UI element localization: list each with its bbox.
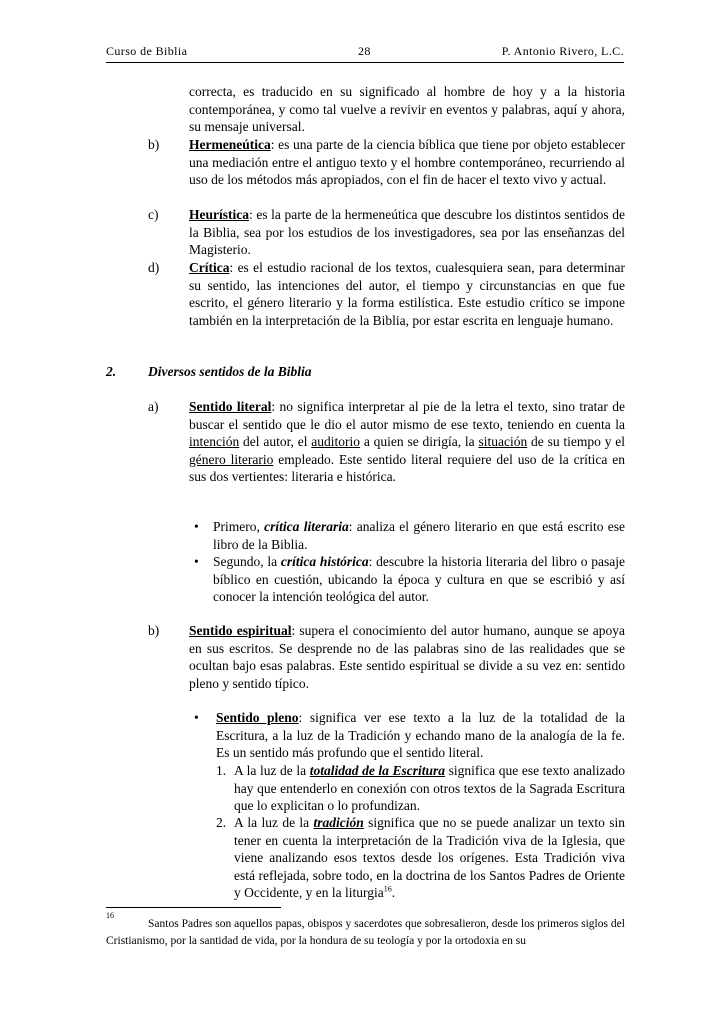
number-1: 1. <box>216 763 227 778</box>
number-2: 2. <box>216 815 227 830</box>
page-number: 28 <box>358 44 371 58</box>
bullet-icon: • <box>194 554 199 569</box>
item-critica: Crítica: es el estudio racional de los textos, cualesquiera sean, para determinar su sentido, las intenciones del autor, el tiempo y circunstancias en que fue escrito, el género literario y la forma estilística. Este estudio crítico se impone también en la interpretación de la Biblia, por estar escrita en lenguaje humano. <box>189 260 625 328</box>
section-number: 2. <box>106 364 117 379</box>
course-title: Curso de Biblia <box>106 44 188 58</box>
bullet-critica-literaria: Primero, crítica literaria: analiza el género literario en que está escrito ese libro de la Biblia. <box>213 519 625 552</box>
bullet-icon: • <box>194 710 199 725</box>
footnote-ref[interactable]: 16 <box>383 884 392 894</box>
author-name: P. Antonio Rivero, L.C. <box>501 44 624 58</box>
page-header <box>106 44 624 63</box>
item-hermeneutica: Hermeneútica: es una parte de la ciencia bíblica que tiene por objeto establecer una mediación entre el antiguo texto y el hombre contemporáneo, recurriendo al uso de los métodos más apropiados, con el fin de hacer el texto vivo y actual. <box>189 137 625 187</box>
item-label-b: b) <box>148 137 160 152</box>
keyword-auditorio: auditorio <box>311 434 361 449</box>
term-sentido-pleno: Sentido pleno <box>216 710 299 725</box>
item-label-a: a) <box>148 399 159 414</box>
footnote-divider <box>106 907 281 908</box>
term-sentido-literal: Sentido literal <box>189 399 272 414</box>
item-label-b2: b) <box>148 623 160 638</box>
item-label-c: c) <box>148 207 159 222</box>
numbered-item-1: A la luz de la totalidad de la Escritura significa que ese texto analizado hay que entenderlo en conexión con otros textos de la Sagrada Escritura que lo explicitan o lo profundizan. <box>234 763 625 813</box>
item-heuristica: Heurística: es la parte de la hermeneútica que descubre los distintos sentidos de la Biblia, sea por los estudios de los investigadores, sea por las enseñanzas del Magisterio. <box>189 207 625 257</box>
keyword-genero-literario: género literario <box>189 451 274 467</box>
bullet-critica-historica: Segundo, la crítica histórica: descubre la historia literaria del libro o pasaje bíblico en cuestión, ubicando la época y cultura en que se escribió y así conocer la intención teológica del autor. <box>213 554 626 604</box>
term-totalidad-escritura: totalidad de la Escritura <box>309 763 446 778</box>
keyword-situacion: situación <box>478 434 528 449</box>
keyword-intencion: intención <box>189 434 240 449</box>
numbered-item-2: A la luz de la tradición significa que no se puede analizar un texto sin tener en cuenta la interpretación de la Tradición viva de la Iglesia, que viene analizando esos textos desde los orígenes. Esta Tradición viva está reflejada, sobre todo, en la doctrina de los Santos Padres de Oriente y Occidente, y en la liturgia$^{16}$. <box>234 815 625 900</box>
sentido-espiritual-paragraph: Sentido espiritual: supera el conocimiento del autor humano, aunque se apoya en sus escritos. Se desprende no de las palabras sino de las realidades que se ocultan bajo esas palabras. Este sentido espiritual se divide a su vez en: sentido pleno y sentido típico. <box>189 623 625 691</box>
bullet-icon: • <box>194 519 199 534</box>
item-label-d: d) <box>148 260 160 275</box>
term-critica: Crítica <box>189 260 230 275</box>
section-title: Diversos sentidos de la Biblia <box>148 364 312 379</box>
term-critica-literaria: crítica literaria <box>264 519 349 534</box>
term-sentido-espiritual: Sentido espiritual <box>189 623 292 638</box>
footnote-text: Santos Padres son aquellos papas, obispos y sacerdotes que sobresalieron, desde los primeros siglos del Cristianismo, por la santidad de vida, por la hondura de su teología y por la ortodoxia en su <box>106 918 625 947</box>
term-critica-historica: crítica histórica <box>280 554 369 569</box>
term-tradicion: tradición <box>313 815 364 830</box>
term-hermeneutica: Hermeneútica <box>189 137 271 152</box>
term-heuristica: Heurística <box>189 207 249 222</box>
sentido-pleno-paragraph: Sentido pleno: significa ver ese texto a la luz de la totalidad de la Escritura, a la luz de la Tradición y echando mano de la analogía de la fe. Es un sentido más profundo que el sentido literal. <box>216 710 625 760</box>
footnote-mark: 16 <box>106 911 114 920</box>
sentido-literal-paragraph: Sentido literal: no significa interpretar al pie de la letra el texto, sino tratar de buscar el sentido que le dio el autor mismo de ese texto, teniendo en cuenta la intención del autor, el auditorio a quien se dirigía, la situación de su tiempo y el género literario empleado. Este sentido literal requiere del uso de la crítica en sus dos vertientes: literaria e histórica. <box>189 399 626 484</box>
intro-paragraph: correcta, es traducido en su significado al hombre de hoy y a la historia contemporánea, y como tal vuelve a revivir en eventos y palabras, aquí y ahora, su mensaje universal. <box>189 84 625 134</box>
